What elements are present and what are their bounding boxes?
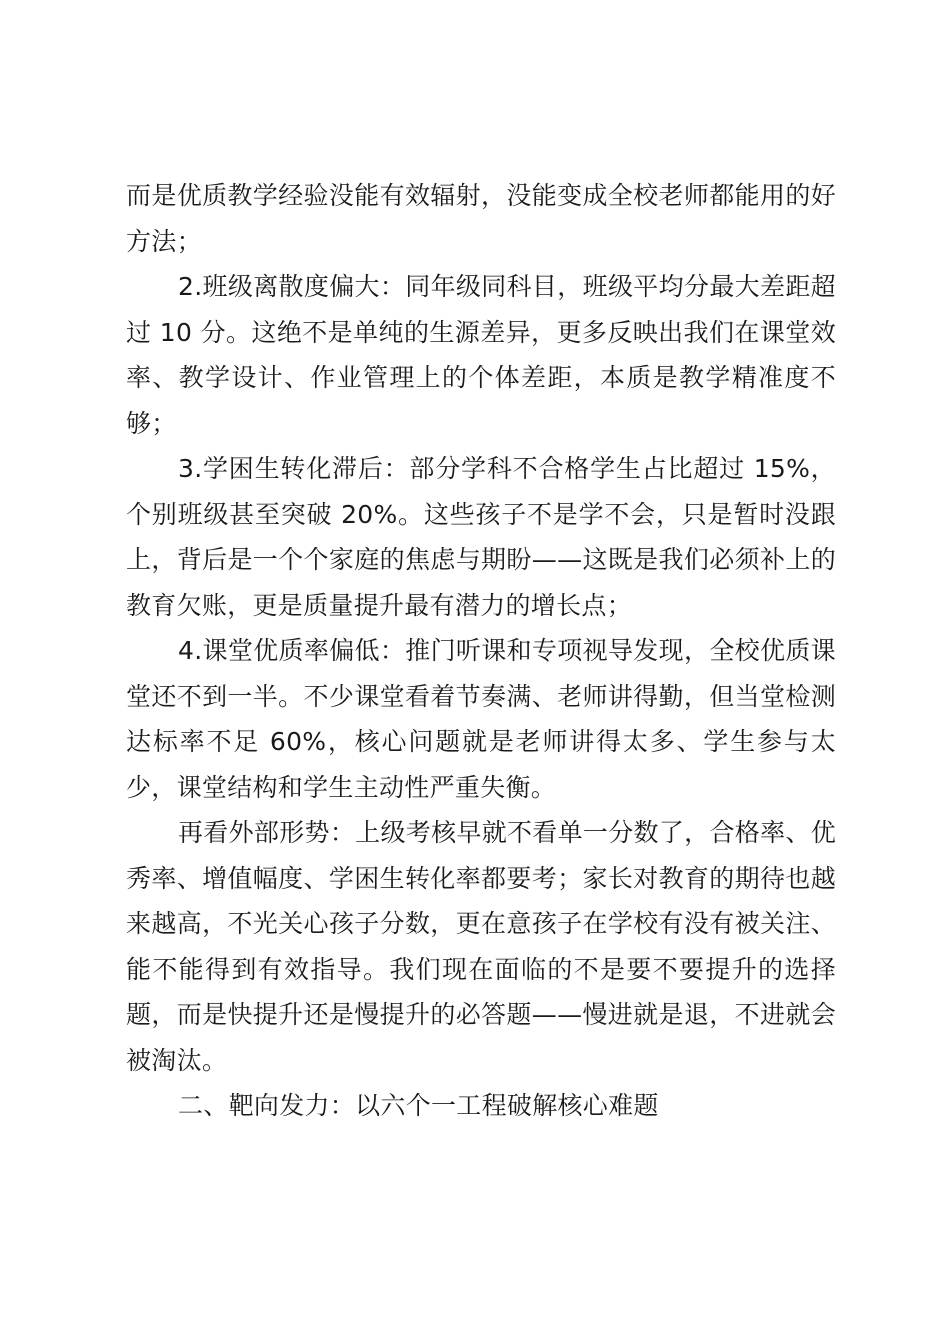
paragraph-external-situation: 再看外部形势：上级考核早就不看单一分数了，合格率、优秀率、增值幅度、学困生转化率都要考；家长对教育的期待也越来越高，不光关心孩子分数，更在意孩子在学校有没有被关注、能不能得到有效指导。我们现在面临的不是要不要提升的选择题，而是快提升还是慢提升的必答题——慢进就是退，不进就会被淘汰。 <box>126 818 836 1075</box>
paragraph-class-dispersion: 2.班级离散度偏大：同年级同科目，班级平均分最大差距超过 10 分。这绝不是单纯的生源差异，更多反映出我们在课堂效率、教学设计、作业管理上的个体差距，本质是教学精准度不够； <box>126 272 836 438</box>
document-body <box>126 173 836 1129</box>
paragraph-classroom-quality: 4.课堂优质率偏低：推门听课和专项视导发现，全校优质课堂还不到一半。不少课堂看着节奏满、老师讲得勤，但当堂检测达标率不足 60%，核心问题就是老师讲得太多、学生参与太少，课堂结构和学生主动性严重失衡。 <box>126 636 836 802</box>
paragraph-continuation: 而是优质教学经验没能有效辐射，没能变成全校老师都能用的好方法； <box>126 181 836 256</box>
section-heading: 二、靶向发力：以六个一工程破解核心难题 <box>178 1091 659 1120</box>
paragraph-struggling-students: 3.学困生转化滞后：部分学科不合格学生占比超过 15%，个别班级甚至突破 20%。这些孩子不是学不会，只是暂时没跟上，背后是一个个家庭的焦虑与期盼——这既是我们必须补上的教育欠账，更是质量提升最有潜力的增长点； <box>126 454 836 620</box>
